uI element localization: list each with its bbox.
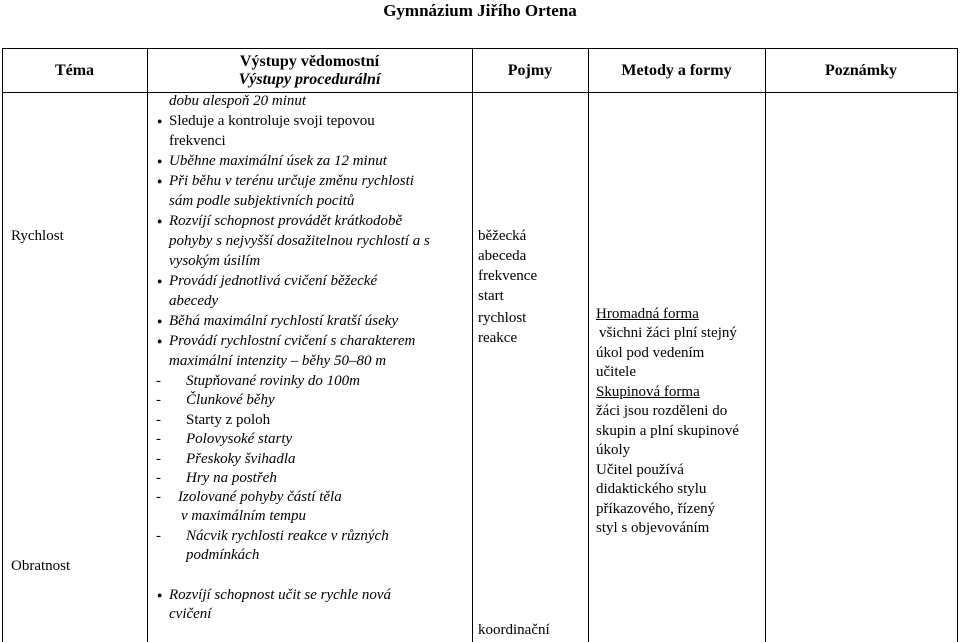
column-header-poznamky: Poznámky	[825, 62, 897, 79]
outcome-bullet-item: ● Rozvíjí schopnost učit se rychle nová	[169, 586, 391, 606]
column-divider-5	[765, 48, 766, 642]
column-divider-1	[2, 48, 3, 642]
topic-obratnost: Obratnost	[11, 558, 71, 574]
outcome-line: frekvenci	[169, 133, 226, 149]
column-header-metody: Metody a formy	[621, 62, 732, 79]
method-heading: Hromadná forma	[596, 306, 699, 322]
term: frekvence	[478, 268, 538, 284]
outcome-dash-item: Starty z poloh	[186, 412, 271, 428]
page-title: Gymnázium Jiřího Ortena	[383, 1, 577, 20]
outcome-bullet-item: ● Provádí rychlostní cvičení s charakterem	[169, 332, 415, 352]
header-divider	[2, 92, 958, 93]
method-line: didaktického stylu	[596, 481, 707, 497]
term: reakce	[478, 330, 518, 346]
outcome-line: dobu alespoň 20 minut	[169, 93, 307, 109]
method-heading: Skupinová forma	[596, 384, 700, 400]
method-line: úkoly	[596, 442, 631, 458]
list-dash: -	[156, 451, 161, 467]
list-dash: -	[156, 489, 161, 505]
term: start	[478, 288, 504, 304]
outcome-dash-item: Nácvik rychlosti reakce v různých	[186, 528, 389, 544]
outcome-dash-item: Izolované pohyby částí těla	[178, 489, 342, 505]
outcome-bullet-item: ● Uběhne maximální úsek za 12 minut	[169, 152, 387, 172]
column-header-pojmy: Pojmy	[507, 62, 553, 79]
outcome-line: sám podle subjektivních pocitů	[169, 193, 355, 209]
outcome-line: podmínkách	[186, 547, 260, 563]
outcome-line: pohyby s nejvyšší dosažitelnou rychlostí a s	[169, 233, 430, 249]
list-dash: -	[156, 392, 161, 408]
outcome-line: vysokým úsilím	[169, 253, 261, 269]
list-dash: -	[156, 528, 161, 544]
outcome-dash-item: Člunkové běhy	[186, 392, 275, 408]
method-line: učitele	[596, 364, 636, 380]
method-line: příkazového, řízený	[596, 501, 716, 517]
topic-rychlost: Rychlost	[11, 228, 64, 244]
outcome-bullet-item: ● Provádí jednotlivá cvičení běžecké	[169, 272, 377, 292]
term: běžecká	[478, 228, 527, 244]
column-divider-6	[957, 48, 958, 642]
outcome-dash-item: Hry na postřeh	[186, 470, 277, 486]
list-dash: -	[156, 412, 161, 428]
outcome-line: cvičení	[169, 606, 212, 622]
method-line: skupin a plní skupinové	[596, 423, 739, 439]
term: abeceda	[478, 248, 527, 264]
method-line: žáci jsou rozděleni do	[596, 403, 728, 419]
term: koordinační	[478, 622, 550, 638]
method-line: Učitel používá	[596, 462, 684, 478]
column-divider-2	[147, 48, 148, 642]
column-header-tema: Téma	[54, 62, 95, 79]
list-dash: -	[156, 431, 161, 447]
column-divider-3	[472, 48, 473, 642]
method-line: úkol pod vedením	[596, 345, 705, 361]
outcome-line: maximální intenzity – běhy 50–80 m	[169, 353, 387, 369]
column-header-vystupy-proceduralni: Výstupy procedurální	[238, 71, 381, 88]
column-divider-4	[588, 48, 589, 642]
list-dash: -	[156, 373, 161, 389]
outcome-bullet-item: ● Při běhu v terénu určuje změnu rychlosti	[169, 172, 414, 192]
column-header-vystupy-vedomostni: Výstupy vědomostní	[239, 53, 380, 70]
outcome-bullet-item: ● Rozvíjí schopnost provádět krátkodobě	[169, 212, 402, 232]
outcome-line: v maximálním tempu	[181, 508, 306, 524]
term: rychlost	[478, 310, 527, 326]
method-line: všichni žáci plní stejný	[599, 325, 737, 341]
method-line: styl s objevováním	[596, 520, 710, 536]
outcome-dash-item: Přeskoky švihadla	[186, 451, 296, 467]
outcome-bullet-item: ● Sleduje a kontroluje svoji tepovou	[169, 112, 375, 132]
table-border-top	[2, 48, 958, 49]
list-dash: -	[156, 470, 161, 486]
outcome-dash-item: Polovysoké starty	[186, 431, 293, 447]
outcome-bullet-item: ● Běhá maximální rychlostí kratší úseky	[169, 312, 398, 332]
outcome-line: abecedy	[169, 293, 219, 309]
outcome-dash-item: Stupňované rovinky do 100m	[186, 373, 360, 389]
